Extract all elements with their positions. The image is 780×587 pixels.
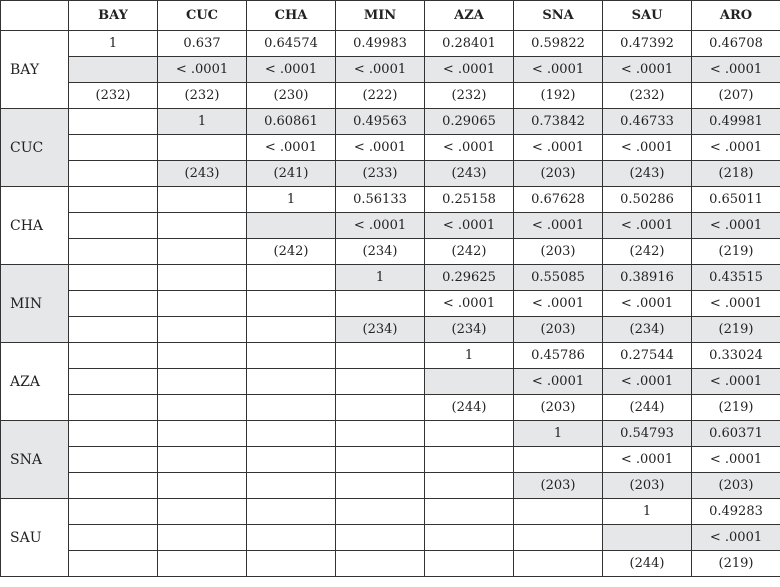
sample-size-cell bbox=[336, 395, 425, 421]
table-row bbox=[1, 395, 780, 421]
table-row bbox=[1, 343, 780, 369]
sample-size-cell bbox=[425, 473, 514, 499]
column-header-aro: ARO bbox=[692, 1, 780, 31]
table-row bbox=[1, 213, 780, 239]
correlation-cell: 0.49283 bbox=[692, 499, 780, 525]
p-value-cell bbox=[247, 291, 336, 317]
correlation-cell: 0.59822 bbox=[514, 31, 603, 57]
correlation-cell: 0.49983 bbox=[336, 31, 425, 57]
p-value-cell bbox=[336, 525, 425, 551]
correlation-cell: 1 bbox=[69, 31, 158, 57]
p-value-cell: < .0001 bbox=[692, 525, 780, 551]
correlation-cell: 0.65011 bbox=[692, 187, 780, 213]
sample-size-cell bbox=[69, 239, 158, 265]
p-value-cell bbox=[158, 369, 247, 395]
correlation-cell bbox=[247, 421, 336, 447]
p-value-cell: < .0001 bbox=[603, 447, 692, 473]
correlation-cell: 0.46733 bbox=[603, 109, 692, 135]
p-value-cell: < .0001 bbox=[692, 57, 780, 83]
p-value-cell bbox=[425, 369, 514, 395]
sample-size-cell: (203) bbox=[514, 161, 603, 187]
p-value-cell bbox=[336, 447, 425, 473]
sample-size-cell: (242) bbox=[247, 239, 336, 265]
correlation-cell bbox=[69, 499, 158, 525]
table-row bbox=[1, 57, 780, 83]
p-value-cell: < .0001 bbox=[603, 57, 692, 83]
correlation-cell: 0.45786 bbox=[514, 343, 603, 369]
sample-size-cell bbox=[425, 551, 514, 577]
row-header-cha: CHA bbox=[1, 187, 69, 265]
table-row bbox=[1, 31, 780, 57]
sample-size-cell bbox=[247, 317, 336, 343]
correlation-cell: 0.67628 bbox=[514, 187, 603, 213]
sample-size-cell bbox=[158, 317, 247, 343]
column-header-cuc: CUC bbox=[158, 1, 247, 31]
header-row bbox=[1, 1, 780, 31]
p-value-cell bbox=[158, 447, 247, 473]
p-value-cell bbox=[158, 135, 247, 161]
correlation-cell: 0.43515 bbox=[692, 265, 780, 291]
p-value-cell bbox=[247, 369, 336, 395]
p-value-cell: < .0001 bbox=[247, 57, 336, 83]
sample-size-cell: (203) bbox=[514, 239, 603, 265]
p-value-cell bbox=[336, 369, 425, 395]
sample-size-cell: (219) bbox=[692, 239, 780, 265]
correlation-cell: 1 bbox=[336, 265, 425, 291]
sample-size-cell: (243) bbox=[603, 161, 692, 187]
p-value-cell bbox=[158, 291, 247, 317]
row-header-sna: SNA bbox=[1, 421, 69, 499]
correlation-cell: 0.29065 bbox=[425, 109, 514, 135]
p-value-cell: < .0001 bbox=[158, 57, 247, 83]
p-value-cell bbox=[247, 447, 336, 473]
correlation-cell: 0.60371 bbox=[692, 421, 780, 447]
p-value-cell: < .0001 bbox=[514, 291, 603, 317]
sample-size-cell: (192) bbox=[514, 83, 603, 109]
correlation-cell: 0.55085 bbox=[514, 265, 603, 291]
correlation-cell: 0.64574 bbox=[247, 31, 336, 57]
table-body bbox=[1, 31, 780, 577]
correlation-cell: 0.54793 bbox=[603, 421, 692, 447]
sample-size-cell bbox=[69, 317, 158, 343]
sample-size-cell: (230) bbox=[247, 83, 336, 109]
correlation-cell: 0.38916 bbox=[603, 265, 692, 291]
correlation-cell bbox=[158, 421, 247, 447]
correlation-cell: 0.73842 bbox=[514, 109, 603, 135]
row-header-min: MIN bbox=[1, 265, 69, 343]
sample-size-cell: (203) bbox=[514, 395, 603, 421]
sample-size-cell bbox=[158, 395, 247, 421]
corner-cell bbox=[1, 1, 69, 31]
p-value-cell bbox=[425, 447, 514, 473]
correlation-cell bbox=[158, 343, 247, 369]
p-value-cell bbox=[69, 135, 158, 161]
p-value-cell: < .0001 bbox=[514, 213, 603, 239]
correlation-cell bbox=[336, 343, 425, 369]
sample-size-cell: (232) bbox=[603, 83, 692, 109]
column-header-sau: SAU bbox=[603, 1, 692, 31]
table-row bbox=[1, 109, 780, 135]
p-value-cell bbox=[247, 525, 336, 551]
correlation-cell bbox=[69, 421, 158, 447]
sample-size-cell bbox=[158, 239, 247, 265]
correlation-cell: 0.27544 bbox=[603, 343, 692, 369]
table-row bbox=[1, 473, 780, 499]
correlation-cell bbox=[425, 499, 514, 525]
sample-size-cell: (222) bbox=[336, 83, 425, 109]
sample-size-cell: (232) bbox=[425, 83, 514, 109]
correlation-cell: 1 bbox=[514, 421, 603, 447]
p-value-cell: < .0001 bbox=[603, 291, 692, 317]
table-row bbox=[1, 239, 780, 265]
correlation-cell: 0.60861 bbox=[247, 109, 336, 135]
sample-size-cell: (243) bbox=[425, 161, 514, 187]
sample-size-cell: (244) bbox=[603, 395, 692, 421]
row-header-cuc: CUC bbox=[1, 109, 69, 187]
correlation-cell: 0.50286 bbox=[603, 187, 692, 213]
table-row bbox=[1, 499, 780, 525]
table-row bbox=[1, 317, 780, 343]
p-value-cell bbox=[603, 525, 692, 551]
p-value-cell: < .0001 bbox=[514, 135, 603, 161]
p-value-cell: < .0001 bbox=[247, 135, 336, 161]
sample-size-cell bbox=[69, 161, 158, 187]
p-value-cell: < .0001 bbox=[692, 135, 780, 161]
sample-size-cell: (241) bbox=[247, 161, 336, 187]
p-value-cell: < .0001 bbox=[425, 291, 514, 317]
table-row bbox=[1, 551, 780, 577]
p-value-cell: < .0001 bbox=[692, 447, 780, 473]
p-value-cell: < .0001 bbox=[336, 213, 425, 239]
sample-size-cell: (242) bbox=[603, 239, 692, 265]
correlation-cell bbox=[514, 499, 603, 525]
p-value-cell bbox=[514, 525, 603, 551]
table-row bbox=[1, 135, 780, 161]
correlation-cell: 0.33024 bbox=[692, 343, 780, 369]
table-row bbox=[1, 291, 780, 317]
row-header-aza: AZA bbox=[1, 343, 69, 421]
p-value-cell: < .0001 bbox=[603, 135, 692, 161]
p-value-cell bbox=[158, 525, 247, 551]
correlation-cell: 0.49981 bbox=[692, 109, 780, 135]
row-header-sau: SAU bbox=[1, 499, 69, 577]
sample-size-cell: (234) bbox=[603, 317, 692, 343]
correlation-cell bbox=[425, 421, 514, 447]
sample-size-cell bbox=[69, 473, 158, 499]
p-value-cell: < .0001 bbox=[425, 213, 514, 239]
sample-size-cell bbox=[247, 473, 336, 499]
correlation-cell bbox=[69, 343, 158, 369]
p-value-cell: < .0001 bbox=[336, 135, 425, 161]
correlation-cell bbox=[158, 265, 247, 291]
correlation-cell: 1 bbox=[603, 499, 692, 525]
p-value-cell bbox=[514, 447, 603, 473]
row-header-bay: BAY bbox=[1, 31, 69, 109]
sample-size-cell: (234) bbox=[425, 317, 514, 343]
table-row bbox=[1, 369, 780, 395]
correlation-cell: 1 bbox=[425, 343, 514, 369]
sample-size-cell bbox=[69, 551, 158, 577]
correlation-cell bbox=[336, 421, 425, 447]
p-value-cell bbox=[336, 291, 425, 317]
sample-size-cell: (203) bbox=[603, 473, 692, 499]
p-value-cell bbox=[158, 213, 247, 239]
sample-size-cell bbox=[514, 551, 603, 577]
sample-size-cell bbox=[336, 551, 425, 577]
column-header-bay: BAY bbox=[69, 1, 158, 31]
p-value-cell bbox=[247, 213, 336, 239]
sample-size-cell: (232) bbox=[69, 83, 158, 109]
p-value-cell: < .0001 bbox=[692, 213, 780, 239]
column-header-aza: AZA bbox=[425, 1, 514, 31]
p-value-cell: < .0001 bbox=[336, 57, 425, 83]
p-value-cell: < .0001 bbox=[514, 57, 603, 83]
sample-size-cell: (243) bbox=[158, 161, 247, 187]
sample-size-cell: (234) bbox=[336, 239, 425, 265]
table-row bbox=[1, 161, 780, 187]
sample-size-cell bbox=[247, 395, 336, 421]
correlation-cell bbox=[247, 343, 336, 369]
correlation-cell: 0.25158 bbox=[425, 187, 514, 213]
p-value-cell: < .0001 bbox=[425, 57, 514, 83]
sample-size-cell bbox=[158, 551, 247, 577]
p-value-cell bbox=[69, 369, 158, 395]
sample-size-cell: (244) bbox=[603, 551, 692, 577]
p-value-cell bbox=[425, 525, 514, 551]
sample-size-cell: (232) bbox=[158, 83, 247, 109]
p-value-cell bbox=[69, 447, 158, 473]
table-row bbox=[1, 421, 780, 447]
correlation-cell bbox=[158, 499, 247, 525]
correlation-cell bbox=[69, 109, 158, 135]
sample-size-cell: (234) bbox=[336, 317, 425, 343]
p-value-cell: < .0001 bbox=[603, 369, 692, 395]
table-row bbox=[1, 525, 780, 551]
correlation-cell: 1 bbox=[158, 109, 247, 135]
table-row bbox=[1, 447, 780, 473]
p-value-cell bbox=[69, 525, 158, 551]
column-header-cha: CHA bbox=[247, 1, 336, 31]
correlation-cell: 0.29625 bbox=[425, 265, 514, 291]
p-value-cell bbox=[69, 57, 158, 83]
sample-size-cell: (203) bbox=[514, 473, 603, 499]
correlation-cell bbox=[336, 499, 425, 525]
correlation-cell: 0.49563 bbox=[336, 109, 425, 135]
table-row bbox=[1, 83, 780, 109]
sample-size-cell bbox=[336, 473, 425, 499]
sample-size-cell bbox=[158, 473, 247, 499]
p-value-cell: < .0001 bbox=[425, 135, 514, 161]
sample-size-cell: (203) bbox=[692, 473, 780, 499]
p-value-cell: < .0001 bbox=[603, 213, 692, 239]
correlation-cell: 0.28401 bbox=[425, 31, 514, 57]
correlation-cell bbox=[247, 499, 336, 525]
sample-size-cell: (219) bbox=[692, 317, 780, 343]
correlation-cell: 0.56133 bbox=[336, 187, 425, 213]
column-header-sna: SNA bbox=[514, 1, 603, 31]
p-value-cell: < .0001 bbox=[692, 291, 780, 317]
correlation-cell: 0.46708 bbox=[692, 31, 780, 57]
p-value-cell: < .0001 bbox=[692, 369, 780, 395]
sample-size-cell: (219) bbox=[692, 395, 780, 421]
p-value-cell bbox=[69, 213, 158, 239]
sample-size-cell: (242) bbox=[425, 239, 514, 265]
sample-size-cell: (233) bbox=[336, 161, 425, 187]
correlation-cell bbox=[158, 187, 247, 213]
correlation-cell: 0.47392 bbox=[603, 31, 692, 57]
sample-size-cell: (219) bbox=[692, 551, 780, 577]
sample-size-cell: (218) bbox=[692, 161, 780, 187]
table-row bbox=[1, 265, 780, 291]
table-row bbox=[1, 187, 780, 213]
correlation-cell bbox=[247, 265, 336, 291]
sample-size-cell: (244) bbox=[425, 395, 514, 421]
correlation-cell bbox=[69, 187, 158, 213]
sample-size-cell bbox=[69, 395, 158, 421]
correlation-cell: 0.637 bbox=[158, 31, 247, 57]
p-value-cell: < .0001 bbox=[514, 369, 603, 395]
p-value-cell bbox=[69, 291, 158, 317]
correlation-cell bbox=[69, 265, 158, 291]
column-header-min: MIN bbox=[336, 1, 425, 31]
sample-size-cell bbox=[247, 551, 336, 577]
correlation-cell: 1 bbox=[247, 187, 336, 213]
sample-size-cell: (207) bbox=[692, 83, 780, 109]
sample-size-cell: (203) bbox=[514, 317, 603, 343]
